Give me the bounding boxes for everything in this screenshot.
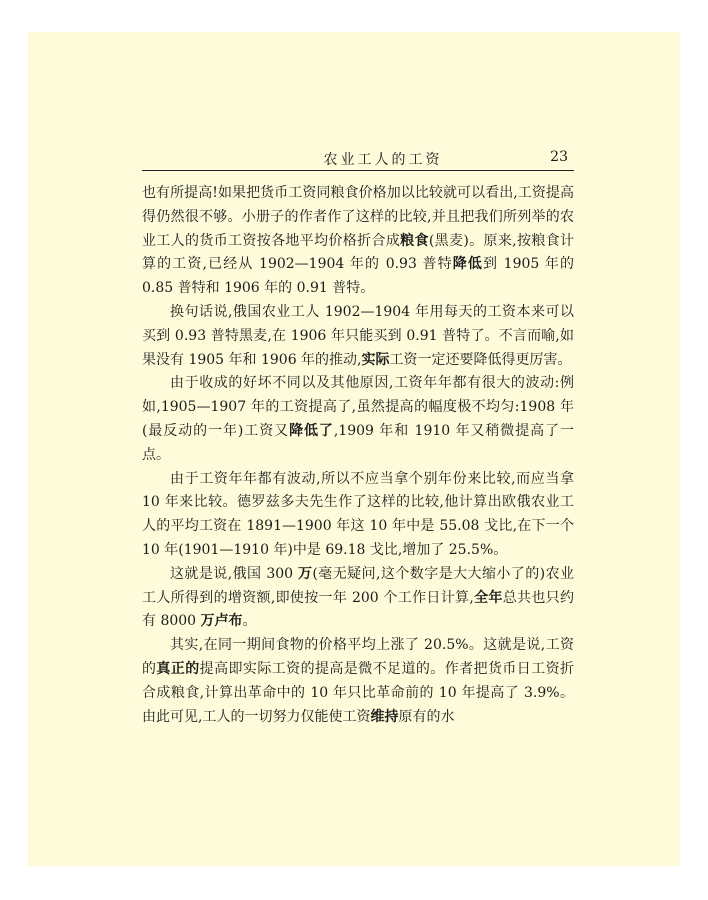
emphasized-text: 实际 [361, 351, 390, 368]
paragraph [142, 468, 574, 563]
running-header [142, 148, 574, 171]
text-run: 其实,在同一期间食物的价格平均上涨了 20.5%。这就是说,工资的 [142, 637, 574, 677]
text-run: 由于工资年年都有波动,所以不应当拿个别年份来比较,而应当拿 10 年来比较。德罗兹多夫先生作了这样的比较,他计算出欧俄农业工人的平均工资在 1891—1900 年这 10 年中是 55.08 戈比,在下一个 10 年(1901—1910 年)中是 69.18 戈比,增加了 25.5%。 [142, 470, 574, 558]
emphasized-text: 降低 [452, 256, 483, 273]
emphasized-text: 真正的 [156, 660, 200, 677]
text-run: 到 1905 年的 0.85 普特和 1906 年的 0.91 普特。 [142, 256, 575, 297]
text-run: 换句话说,俄国农业工人 1902—1904 年用每天的工资本来可以买到 0.93 普特黑麦,在 1906 年只能买到 0.91 普特了。不言而喻,如果没有 1905 年和 1906 年的推动, [142, 303, 574, 368]
page-number: 23 [550, 149, 568, 165]
running-title: 农业工人的工资 [323, 152, 443, 168]
text-run: 原有的水 [398, 708, 455, 725]
text-run: 这就是说,俄国 300 [170, 565, 298, 582]
emphasized-text: 全年 [473, 589, 503, 606]
paragraph [142, 301, 574, 372]
text-run: 提高即实际工资的提高是微不足道的。作者把货币日工资折合成粮食,计算出革命中的 10 年只比革命前的 10 年提高了 3.9%。由此可见,工人的一切努力仅能使工资 [142, 660, 575, 725]
emphasized-text: 万卢布 [200, 613, 243, 630]
emphasized-text: 维持 [370, 708, 399, 725]
text-run: 由于收成的好坏不同以及其他原因,工资年年都有很大的波动:例如,1905—1907 年的工资提高了,虽然提高的幅度极不均匀:1908 年(最反动的一年)工资又 [142, 375, 574, 439]
text-run: 总共也只约有 8000 [142, 589, 574, 630]
text-run: ,1909 年和 1910 年又稍微提高了一点。 [142, 422, 574, 463]
paragraph [142, 372, 574, 467]
emphasized-text: 降低了 [289, 422, 334, 439]
emphasized-text: 粮食 [400, 232, 429, 249]
text-run: (黑麦)。原来,按粮食计算的工资,已经从 1902—1904 年的 0.93 普特 [142, 232, 575, 273]
paragraph [142, 182, 574, 301]
paragraph [142, 563, 574, 634]
body-text [142, 182, 574, 729]
emphasized-text: 万 [297, 565, 313, 582]
text-run: 也有所提高!如果把货币工资同粮食价格加以比较就可以看出,工资提高得仍然很不够。小册子的作者作了这样的比较,并且把我们所列举的农业工人的货币工资按各地平均价格折合成 [142, 185, 574, 249]
text-run: 。 [242, 613, 257, 630]
text-run: 工资一定还要降低得更厉害。 [389, 351, 572, 368]
text-run: (毫无疑问,这个数字是大大缩小了的)农业工人所得到的增资额,即使按一年 200 个工作日计算, [142, 565, 574, 606]
paragraph [142, 634, 574, 729]
